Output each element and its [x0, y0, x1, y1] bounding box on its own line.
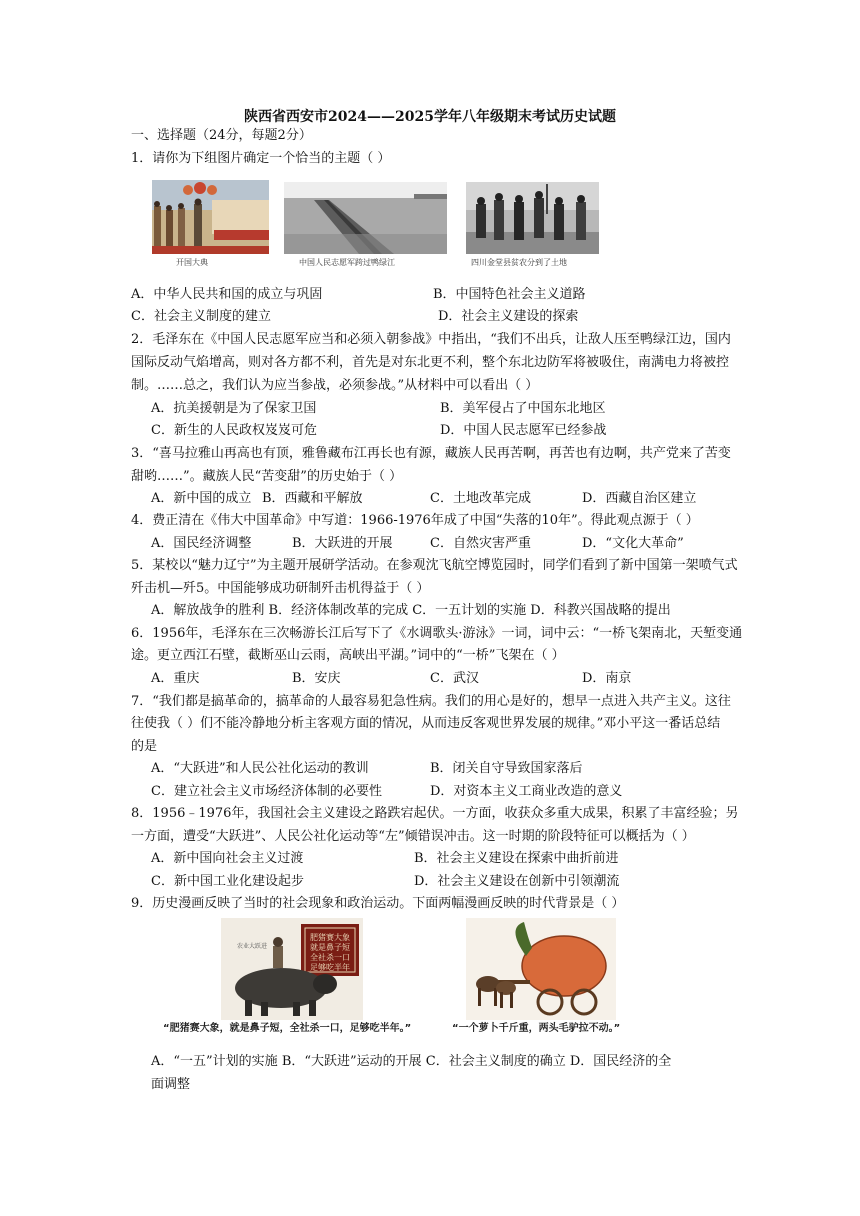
question-3-line-1: 3．“喜马拉雅山再高也有顶，雅鲁藏布江再长也有源，藏族人民再苦啊，再苦也有边啊，共产党来了苦变 — [131, 446, 731, 461]
q9-options-continued: 面调整 — [151, 1077, 191, 1092]
q3-option-a[interactable]: A．新中国的成立 — [151, 491, 252, 506]
photo-caption-3: 四川金堂县贫农分到了土地 — [471, 258, 567, 267]
q2-option-a[interactable]: A．抗美援朝是为了保家卫国 — [151, 401, 317, 416]
svg-text:就是鼻子短: 就是鼻子短 — [310, 943, 350, 952]
cartoon-caption-left: “肥猪赛大象，就是鼻子短，全社杀一口，足够吃半年。” — [163, 1023, 412, 1034]
q7-option-c[interactable]: C．建立社会主义市场经济体制的必要性 — [151, 784, 382, 799]
q3-option-b[interactable]: B．西藏和平解放 — [262, 491, 363, 506]
question-7-line-3: 的是 — [131, 739, 158, 754]
q8-option-d[interactable]: D．社会主义建设在创新中引领潮流 — [414, 874, 620, 889]
q4-option-b[interactable]: B．大跃进的开展 — [292, 536, 393, 551]
page-title: 陕西省西安市2024——2025学年八年级期末考试历史试题 — [244, 109, 616, 125]
q7-option-a[interactable]: A．“大跃进”和人民公社化运动的教训 — [151, 761, 369, 776]
q5-options[interactable]: A．解放战争的胜利 B．经济体制改革的完成 C．一五计划的实施 D．科教兴国战略的提出 — [151, 603, 671, 618]
q8-option-a[interactable]: A．新中国向社会主义过渡 — [151, 851, 304, 866]
q1-option-d[interactable]: D．社会主义建设的探索 — [438, 309, 579, 324]
q8-option-c[interactable]: C．新中国工业化建设起步 — [151, 874, 304, 889]
pig-cartoon-image — [221, 918, 363, 1020]
photo-caption-1: 开国大典 — [176, 258, 208, 267]
question-8-line-1: 8．1956﹣1976年，我国社会主义建设之路跌宕起伏。一方面，收获众多重大成果，积累了丰富经验；另 — [131, 806, 739, 821]
question-6-line-2: 途。更立西江石壁，截断巫山云雨，高峡出平湖。”词中的“一桥”飞架在（ ） — [131, 648, 565, 663]
question-5-line-1: 5．某校以“魅力辽宁”为主题开展研学活动。在参观沈飞航空博览园时，同学们看到了新中国第一架喷气式 — [131, 558, 738, 573]
question-1-stem: 1．请你为下组图片确定一个恰当的主题（ ） — [131, 151, 391, 166]
question-9-line-1: 9．历史漫画反映了当时的社会现象和政治运动。下面两幅漫画反映的时代背景是（ ） — [131, 896, 625, 911]
q4-option-a[interactable]: A．国民经济调整 — [151, 536, 252, 551]
q4-option-c[interactable]: C．自然灾害严重 — [430, 536, 531, 551]
svg-text:农业大跃进: 农业大跃进 — [237, 943, 268, 950]
question-2-line-2: 国际反动气焰增高，则对各方都不利，首先是对东北更不利，整个东北边防军将被吸住，南满电力将被控 — [131, 355, 730, 370]
q2-option-b[interactable]: B．美军侵占了中国东北地区 — [440, 401, 606, 416]
q3-option-d[interactable]: D．西藏自治区建立 — [582, 491, 697, 506]
question-5-line-2: 歼击机—歼5。中国能够成功研制歼击机得益于（ ） — [131, 581, 430, 596]
svg-text:肥猪赛大象: 肥猪赛大象 — [310, 933, 350, 942]
q4-option-d[interactable]: D．“文化大革命” — [582, 536, 684, 551]
question-3-line-2: 甜哟……”。藏族人民“苦变甜”的历史始于（ ） — [131, 469, 403, 484]
yalu-river-crossing-photo — [284, 182, 447, 254]
radish-cart-cartoon-image — [466, 918, 616, 1020]
section-heading: 一、选择题（24分，每题2分） — [131, 128, 312, 143]
q1-option-c[interactable]: C．社会主义制度的建立 — [131, 309, 271, 324]
question-8-line-2: 一方面，遭受“大跃进”、人民公社化运动等“左”倾错误冲击。这一时期的阶段特征可以概括为（ ） — [131, 829, 695, 844]
q2-option-d[interactable]: D．中国人民志愿军已经参战 — [440, 423, 607, 438]
q6-option-b[interactable]: B．安庆 — [292, 671, 341, 686]
q1-option-a[interactable]: A．中华人民共和国的成立与巩固 — [131, 287, 323, 302]
land-reform-photo — [466, 182, 599, 254]
question-6-line-1: 6．1956年，毛泽东在三次畅游长江后写下了《水调歌头·游泳》一词，词中云：“一桥飞架南北，天堑变通 — [131, 626, 743, 641]
q6-option-c[interactable]: C．武汉 — [430, 671, 479, 686]
q6-option-d[interactable]: D．南京 — [582, 671, 632, 686]
cartoon-caption-right: “一个萝卜千斤重，两头毛驴拉不动。” — [452, 1023, 621, 1034]
q3-option-c[interactable]: C．土地改革完成 — [430, 491, 531, 506]
svg-text:足够吃半年: 足够吃半年 — [310, 963, 350, 972]
founding-ceremony-photo — [152, 180, 269, 254]
q7-option-d[interactable]: D．对资本主义工商业改造的意义 — [430, 784, 623, 799]
q7-option-b[interactable]: B．闭关自守导致国家落后 — [430, 761, 583, 776]
svg-text:全社杀一口: 全社杀一口 — [310, 953, 350, 962]
q9-options[interactable]: A．“一五”计划的实施 B．“大跃进”运动的开展 C．社会主义制度的确立 D．国民经济的全 — [151, 1054, 672, 1069]
question-4-line-1: 4．费正清在《伟大中国革命》中写道：1966-1976年成了中国“失落的10年”。得此观点源于（ ） — [131, 513, 699, 528]
q8-option-b[interactable]: B．社会主义建设在探索中曲折前进 — [414, 851, 619, 866]
question-7-line-1: 7．“我们都是搞革命的，搞革命的人最容易犯急性病。我们的用心是好的，想早一点进入共产主义。这往 — [131, 694, 731, 709]
photo-caption-2: 中国人民志愿军跨过鸭绿江 — [299, 258, 395, 267]
q1-option-b[interactable]: B．中国特色社会主义道路 — [433, 287, 586, 302]
question-2-line-1: 2．毛泽东在《中国人民志愿军应当和必须入朝参战》中指出，“我们不出兵，让敌人压至鸭绿江边，国内 — [131, 332, 731, 347]
question-7-line-2: 往使我（ ）们不能冷静地分析主客观方面的情况，从而违反客观世界发展的规律。”邓小平这一番话总结 — [131, 716, 721, 731]
question-2-line-3: 制。……总之，我们认为应当参战，必须参战。”从材料中可以看出（ ） — [131, 378, 539, 393]
q6-option-a[interactable]: A．重庆 — [151, 671, 200, 686]
q2-option-c[interactable]: C．新生的人民政权岌岌可危 — [151, 423, 317, 438]
